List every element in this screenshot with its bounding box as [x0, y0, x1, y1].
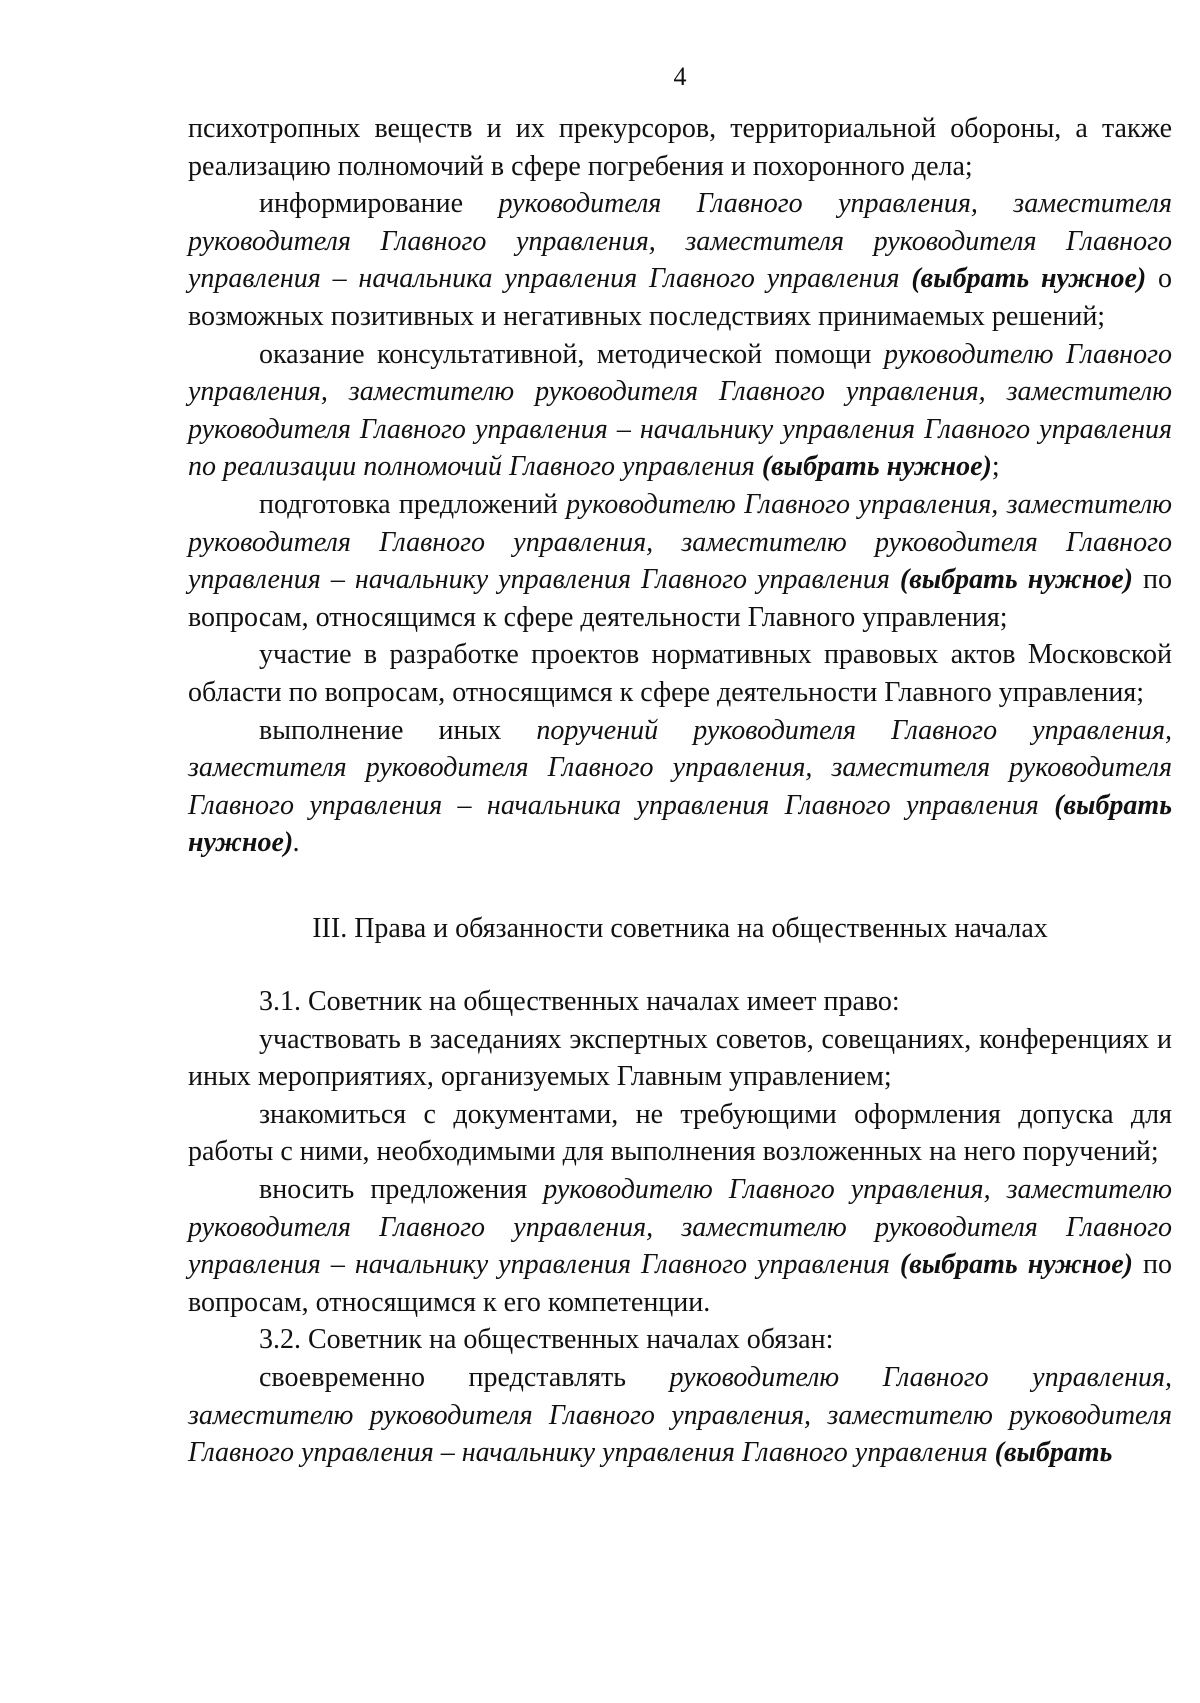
paragraph	[188, 636, 1172, 711]
bold-italic-run: (выбрать нужное)	[911, 263, 1147, 295]
text-run: выполнение иных	[259, 714, 537, 746]
italic-run: поручений руководителя Главного управления, заместителя руководителя Главного управления, заместителя руководителя Главного управления – начальника управления Главного управления	[188, 714, 1173, 821]
section-heading: III. Права и обязанности советника на общественных началах	[312, 913, 1048, 944]
text-run: информирование	[259, 188, 499, 220]
text-run: вносить предложения	[259, 1173, 544, 1205]
italic-run: руководителя Главного управления, заместителя руководителя Главного управления, заместителя руководителя Главного управления – начальника управления Главного управления	[188, 188, 1172, 295]
text-run: 3.2. Советник на общественных началах обязан:	[259, 1324, 834, 1356]
italic-run: руководителю Главного управления, заместителю руководителя Главного управления, заместителю руководителя Главного управления – начальнику управления Главного управления	[188, 488, 1172, 596]
text-run: участие в разработке проектов нормативных правовых актов Московской области по вопросам, относящимся к сфере деятельности Главного управления;	[188, 639, 1172, 708]
paragraph	[188, 1096, 1172, 1171]
document-body-part-2	[188, 983, 1172, 1472]
italic-run: руководителю Главного управления, заместителю руководителя Главного управления, заместителю руководителя Главного управления – начальнику управления Главного управления по реализации полномочий Главного управления	[188, 338, 1172, 483]
text-run: оказание консультативной, методической помощи	[259, 338, 884, 370]
italic-run: руководителю Главного управления, заместителю руководителя Главного управления, заместителю руководителя Главного управления – начальнику управления Главного управления	[188, 1173, 1172, 1281]
text-run: по вопросам, относящимся к сфере деятельности Главного управления;	[188, 564, 1173, 633]
bold-italic-run: (выбрать	[994, 1437, 1113, 1469]
text-run: участвовать в заседаниях экспертных советов, совещаниях, конференциях и иных мероприятиях, организуемых Главным управлением;	[188, 1023, 1172, 1093]
bold-italic-run: (выбрать нужное)	[761, 451, 992, 483]
text-run: психотропных веществ и их прекурсоров, территориальной обороны, а также реализацию полномочий в сфере погребения и похоронного дела;	[188, 113, 1172, 182]
document-body-part-1	[188, 110, 1172, 862]
page-number: 4	[673, 62, 687, 91]
italic-run: .	[293, 827, 301, 859]
paragraph	[188, 1021, 1172, 1096]
text-run: своевременно представлять	[259, 1361, 670, 1393]
text-run: подготовка предложений	[259, 488, 567, 520]
text-run: по вопросам, относящимся к его компетенции.	[188, 1249, 1173, 1318]
paragraph	[188, 336, 1172, 486]
paragraph	[188, 1359, 1172, 1472]
bold-italic-run: (выбрать нужное)	[899, 564, 1133, 596]
paragraph	[188, 1321, 1172, 1359]
paragraph	[188, 110, 1172, 185]
paragraph	[188, 185, 1172, 335]
paragraph	[188, 1171, 1172, 1321]
paragraph	[188, 712, 1172, 862]
paragraph	[188, 486, 1172, 636]
text-run: знакомиться с документами, не требующими оформления допуска для работы с ними, необходимыми для выполнения возложенных на него поручений;	[188, 1098, 1172, 1168]
text-run: о возможных позитивных и негативных последствиях принимаемых решений;	[188, 263, 1173, 332]
italic-run: руководителю Главного управления, заместителю руководителя Главного управления, заместителю руководителя Главного управления – начальнику управления Главного управления	[188, 1361, 1172, 1469]
bold-italic-run: (выбрать нужное)	[899, 1249, 1133, 1281]
text-run: ;	[991, 451, 1000, 483]
bold-italic-run: (выбрать нужное)	[188, 789, 1172, 859]
paragraph	[188, 983, 1172, 1021]
text-run: 3.1. Советник на общественных началах имеет право:	[259, 986, 900, 1017]
